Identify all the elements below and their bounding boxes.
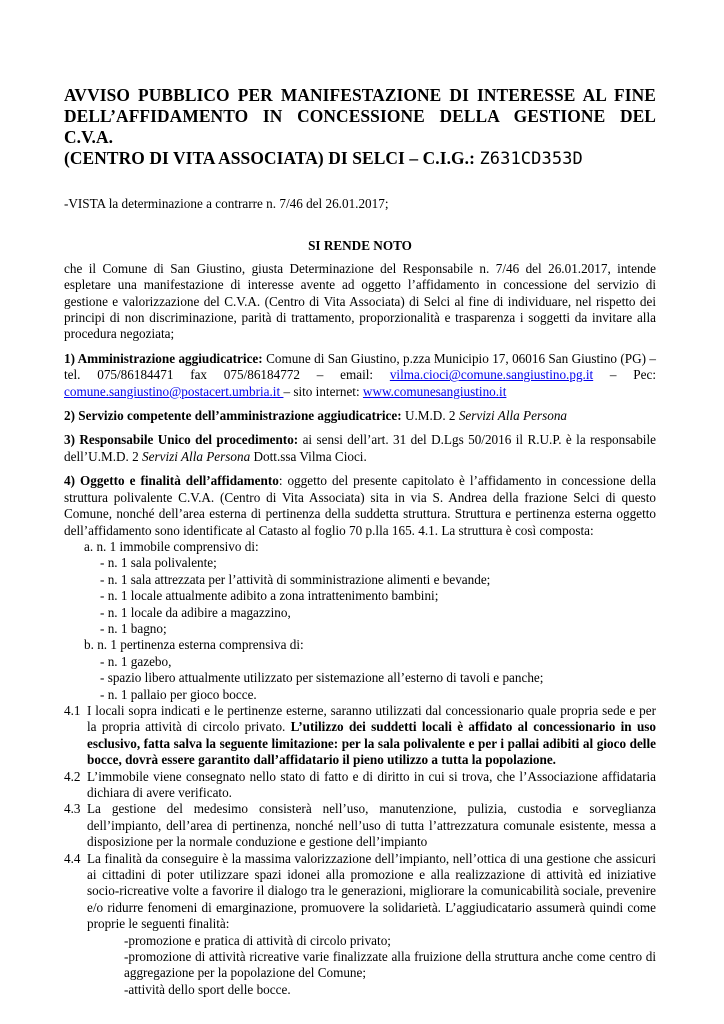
list-b bbox=[100, 654, 656, 703]
clause-4-3-text: La gestione del medesimo consisterà nell’uso, manutenzione, pulizia, custodia e sorveglianza dell’impianto, dell’area di pertinenza, nonché nell’uso di tutta l’attrezzatura comunale esistente, messa a disposizione per la normale conduzione e gestione dell’impianto bbox=[87, 801, 656, 850]
pec-link[interactable]: comune.sangiustino@postacert.umbria.it bbox=[64, 383, 284, 399]
list-item: -promozione e pratica di attività di circolo privato; bbox=[124, 932, 391, 948]
section-3-tail: Dott.ssa Vilma Cioci. bbox=[250, 448, 367, 464]
section-3 bbox=[64, 432, 656, 465]
email-link[interactable]: vilma.cioci@comune.sangiustino.pg.it bbox=[389, 367, 594, 383]
clause-number: 4.2 bbox=[64, 768, 81, 784]
website-link[interactable]: www.comunesangiustino.it bbox=[362, 383, 507, 399]
clause-4-1 bbox=[64, 703, 656, 769]
list-item: - n. 1 gazebo, bbox=[100, 653, 172, 669]
section-2-label: 2) Servizio competente dell’amministrazione aggiudicatrice: bbox=[64, 408, 402, 424]
list-item: - n. 1 pallaio per gioco bocce. bbox=[100, 686, 257, 702]
clause-4-4-text: La finalità da conseguire è la massima valorizzazione dell’impianto, nell’ottica di una gestione che assicuri ai cittadini di poter utilizzare spazi idonei alla promozione e alla realizzazione di attività ed iniziative socio-ricreative volte a favorire il dialogo tra le generazioni, migliorare la comunicabilità sociale, prevenire e/o ridurre fenomeni di emarginazione, promuovere la solidarietà. L’aggiudicatario assumerà quindi come proprie le seguenti finalità: bbox=[87, 850, 656, 932]
section-1 bbox=[64, 351, 656, 400]
list-item: - n. 1 locale da adibire a magazzino, bbox=[100, 604, 291, 620]
list-b-heading: b. n. 1 pertinenza esterna comprensiva di: bbox=[84, 637, 304, 653]
clause-number: 4.4 bbox=[64, 850, 81, 866]
list-a-heading: a. n. 1 immobile comprensivo di: bbox=[84, 538, 259, 554]
finalita-list bbox=[124, 933, 656, 999]
clause-number: 4.1 bbox=[64, 702, 81, 718]
clause-4-4 bbox=[64, 851, 656, 933]
section-2-text: U.M.D. 2 bbox=[401, 408, 459, 424]
title-line-1: AVVISO PUBBLICO PER MANIFESTAZIONE DI INTERESSE AL FINE bbox=[64, 85, 656, 105]
section-1-text: Comune di San Giustino, p.zza Municipio 17, 06016 San Giustino (PG) – tel. 075/86184471 fax 075/86184772 – email: bbox=[64, 350, 657, 383]
list-item: - n. 1 locale attualmente adibito a zona intrattenimento bambini; bbox=[100, 588, 439, 604]
list-item: -promozione di attività ricreative varie finalizzate alla fruizione della struttura anche come centro di aggregazione per la popolazione del Comune; bbox=[124, 949, 656, 981]
section-4-label: 4) Oggetto e finalità dell’affidamento bbox=[64, 473, 279, 489]
section-3-text: ai sensi dell’art. 31 del D.Lgs 50/2016 il R.U.P. è la responsabile dell’U.M.D. 2 bbox=[64, 432, 656, 464]
site-label: – sito internet: bbox=[283, 383, 363, 399]
title-line-3: (CENTRO DI VITA ASSOCIATA) DI SELCI – C.I.G.: bbox=[64, 148, 476, 168]
list-item: - n. 1 sala attrezzata per l’attività di somministrazione alimenti e bevande; bbox=[100, 571, 491, 587]
list-item: -attività dello sport delle bocce. bbox=[124, 981, 291, 997]
clause-4-3 bbox=[64, 801, 656, 850]
clause-4-2 bbox=[64, 769, 656, 802]
clause-number: 4.3 bbox=[64, 801, 81, 817]
vista-paragraph: -VISTA la determinazione a contrarre n. 7/46 del 26.01.2017; bbox=[64, 196, 389, 211]
section-4-text: : oggetto del presente capitolato è l’affidamento in concessione della struttura polivalente C.V.A. (Centro di Vita Associata) sita in via S. Andrea della frazione Selci di questo Comune, nonché dell’area esterna di pertinenza della suddetta struttura. Struttura e pertinenza esterna oggetto dell’affidamento sono identificate al Catasto al foglio 70 p.lla 165. 4.1. La struttura è così composta: bbox=[64, 473, 656, 538]
title-line-2: DELL’AFFIDAMENTO IN CONCESSIONE DELLA GESTIONE DEL C.V.A. bbox=[64, 106, 656, 147]
document-page bbox=[64, 85, 656, 998]
clause-4-2-text: L’immobile viene consegnato nello stato di fatto e di diritto in cui si trova, che l’Associazione affidataria dichiara di avere verificato. bbox=[87, 768, 656, 800]
document-title bbox=[64, 85, 656, 170]
cig-code: Z631CD353D bbox=[479, 149, 583, 169]
intro-paragraph: che il Comune di San Giustino, giusta Determinazione del Responsabile n. 7/46 del 26.01.2017, intende espletare una manifestazione di interesse avente ad oggetto l’affidamento in concessione del servizio di gestione e valorizzazione del C.V.A. (Centro di Vita Associata) di Selci al fine di individuare, nel rispetto dei principi di non discriminazione, parità di trattamento, proporzionalità e trasparenza i soggetti da invitare alla procedura negoziata; bbox=[64, 260, 656, 342]
clause-4-1-text: I locali sopra indicati e le pertinenze esterne, saranno utilizzati dal concessionario quale propria sede e per la propria attività di circolo privato. bbox=[87, 702, 656, 735]
list-item: - n. 1 sala polivalente; bbox=[100, 555, 217, 571]
list-item: - spazio libero attualmente utilizzato per sistemazione all’esterno di tavoli e panche; bbox=[100, 670, 544, 686]
pec-label: – Pec: bbox=[593, 367, 656, 383]
section-3-italic: Servizi Alla Persona bbox=[142, 448, 251, 464]
section-4 bbox=[64, 473, 656, 539]
section-2-italic: Servizi Alla Persona bbox=[458, 408, 568, 424]
section-3-label: 3) Responsabile Unico del procedimento: bbox=[64, 432, 299, 448]
si-rende-noto-heading: SI RENDE NOTO bbox=[308, 238, 412, 254]
section-1-label: 1) Amministrazione aggiudicatrice: bbox=[64, 350, 263, 366]
list-item: - n. 1 bagno; bbox=[100, 620, 167, 636]
list-a bbox=[100, 555, 656, 637]
section-2 bbox=[64, 408, 656, 424]
clause-4-1-bold: L’utilizzo dei suddetti locali è affidato al concessionario in uso esclusivo, fatta salva la seguente limitazione: per la sala polivalente e per i pallai adibiti al gioco delle bocce, dovrà essere garantito dall’affidatario il pieno utilizzo a tutta la popolazione. bbox=[87, 719, 656, 768]
